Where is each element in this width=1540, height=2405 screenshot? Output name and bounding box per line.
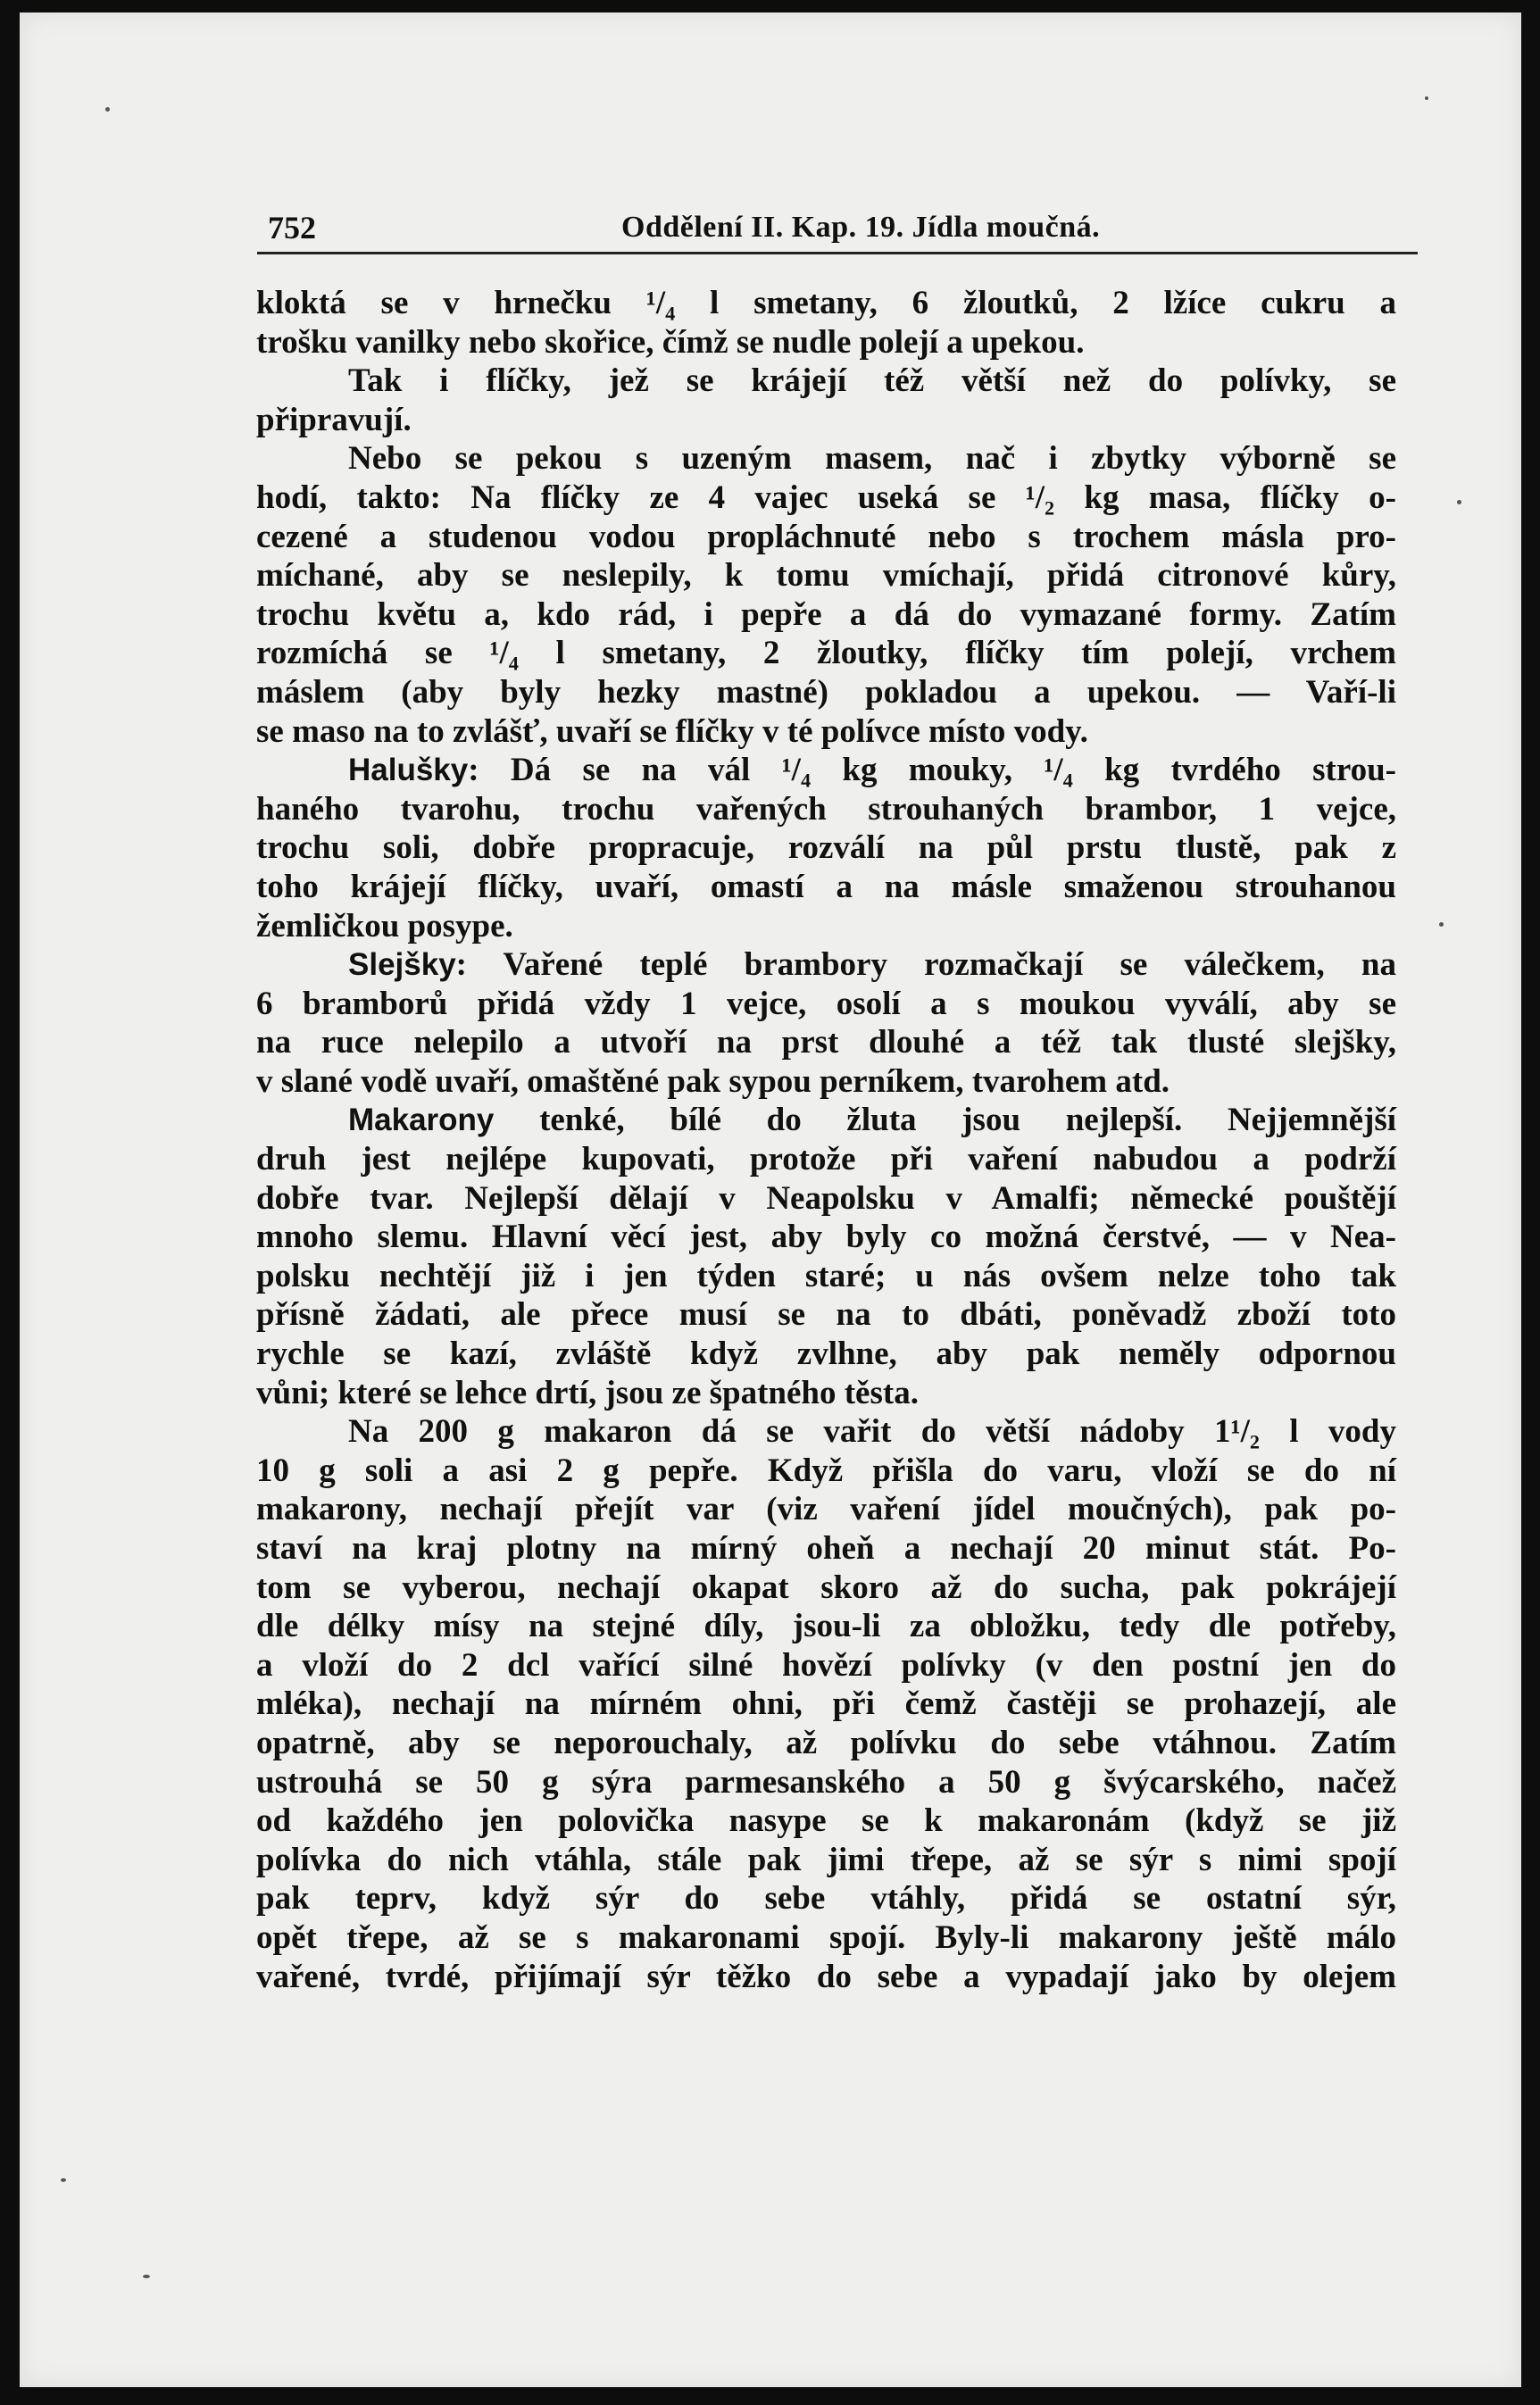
text-line: [256, 634, 1396, 673]
dust-speck: [1439, 922, 1444, 927]
text-line: [256, 401, 1396, 440]
page-header: [257, 205, 1418, 254]
line-text: od každého jen polovička nasype se k makaronám (když se již: [256, 1802, 1396, 1840]
line-text: tenké, bílé do žluta jsou nejlepší. Nejjemnější: [494, 1102, 1396, 1139]
text-line: [256, 1335, 1396, 1374]
line-text: přísně žádati, ale přece musí se na to dbáti, poněvadž zboží toto: [256, 1296, 1396, 1334]
text-line: [256, 479, 1396, 518]
line-text: žemličkou posype.: [256, 907, 513, 945]
dust-speck: [61, 2178, 66, 2182]
text-line: [256, 1023, 1396, 1062]
line-text: rychle se kazí, zvláště když zvlhne, aby pak neměly odpornou: [256, 1336, 1396, 1373]
line-text: druh jest nejlépe kupovati, protože při vaření nabudou a podrží: [256, 1141, 1396, 1178]
line-text: dle délky mísy na stejné díly, jsou-li za obložku, tedy dle potřeby,: [256, 1608, 1396, 1645]
running-head: Oddělení II. Kap. 19. Jídla moučná.: [621, 211, 1101, 244]
line-text: a vloží do 2 dcl vařící silné hovězí polívky (v den postní jen do: [256, 1646, 1396, 1684]
text-line: [256, 1879, 1396, 1918]
text-line: [256, 907, 1396, 946]
line-text: ustrouhá se 50 g sýra parmesanského a 50 g švýcarského, načež: [256, 1763, 1396, 1801]
line-text: připravují.: [256, 401, 412, 438]
text-line: [256, 1257, 1396, 1296]
text-line: [256, 284, 1396, 323]
text-line: [256, 1841, 1396, 1880]
text-line: [256, 1295, 1396, 1335]
text-line: [256, 1101, 1396, 1140]
line-text: vůni; které se lehce drtí, jsou ze špatného těsta.: [256, 1374, 919, 1411]
line-text: mléka), nechají na mírném ohni, při čemž častěji se prohazejí, ale: [256, 1685, 1396, 1723]
text-line: [256, 945, 1396, 985]
text-line: [256, 985, 1396, 1024]
text-line: [256, 518, 1396, 557]
dust-speck: [143, 2275, 150, 2278]
line-text: polsku nechtějí již i jen týden staré; u nás ovšem nelze toho tak: [256, 1257, 1396, 1294]
line-text: : Dá se na vál ¹/₄ kg mouky, ¹/₄ kg tvrdého strou-: [468, 752, 1396, 789]
line-text: trochu květu a, kdo rád, i pepře a dá do vymazané formy. Zatím: [256, 595, 1396, 633]
text-line: [256, 1218, 1396, 1257]
recipe-term: Makarony: [348, 1103, 495, 1138]
text-line: [256, 595, 1396, 635]
line-text: polívka do nich vtáhla, stále pak jimi třepe, až se sýr s nimi spojí: [256, 1841, 1396, 1878]
recipe-term: Slejšky: [348, 947, 456, 983]
text-line: [256, 362, 1396, 401]
line-text: makarony, nechají přejít var (viz vaření jídel moučných), pak po-: [256, 1491, 1396, 1528]
line-text: : Vařené teplé brambory rozmačkají se válečkem, na: [455, 946, 1396, 984]
text-line: [256, 1763, 1396, 1802]
text-line: [256, 790, 1396, 829]
text-line: [256, 1140, 1396, 1179]
text-line: [256, 556, 1396, 595]
line-text: pak teprv, když sýr do sebe vtáhly, přidá se ostatní sýr,: [256, 1880, 1396, 1918]
dust-speck: [1425, 96, 1428, 100]
line-text: 6 bramborů přidá vždy 1 vejce, osolí a s moukou vyválí, aby se: [256, 985, 1396, 1022]
line-text: cezené a studenou vodou propláchnuté nebo s trochem másla pro-: [256, 518, 1396, 555]
text-line: [256, 712, 1396, 752]
text-line: [256, 1452, 1396, 1491]
line-text: na ruce nelepilo a utvoří na prst dlouhé a též tak tlusté slejšky,: [256, 1024, 1396, 1061]
recipe-term: Halušky: [348, 753, 469, 788]
line-text: 10 g soli a asi 2 g pepře. Když přišla do varu, vloží se do ní: [256, 1452, 1396, 1489]
text-line: [256, 323, 1396, 362]
text-line: [256, 1179, 1396, 1219]
body-text: [256, 284, 1396, 1996]
line-text: hodí, takto: Na flíčky ze 4 vajec useká se ¹/₂ kg masa, flíčky o-: [256, 479, 1396, 516]
page-number: 752: [268, 210, 316, 245]
text-line: [256, 1374, 1396, 1413]
line-text: Na 200 g makaron dá se vařit do větší nádoby 1¹/₂ l vody: [348, 1413, 1396, 1451]
text-line: [256, 1724, 1396, 1763]
line-text: Nebo se pekou s uzeným masem, nač i zbytky výborně se: [348, 440, 1396, 478]
text-line: [256, 1918, 1396, 1958]
line-text: Tak i flíčky, jež se krájejí též větší než do polívky, se: [348, 362, 1396, 400]
line-text: vařené, tvrdé, přijímají sýr těžko do sebe a vypadají jako by olejem: [256, 1958, 1396, 1995]
line-text: haného tvarohu, trochu vařených strouhaných brambor, 1 vejce,: [256, 790, 1396, 828]
text-line: [256, 868, 1396, 907]
line-text: opatrně, aby se neporouchaly, až polívku do sebe vtáhnou. Zatím: [256, 1724, 1396, 1761]
line-text: rozmíchá se ¹/₄ l smetany, 2 žloutky, flíčky tím polejí, vrchem: [256, 635, 1396, 672]
text-line: [256, 751, 1396, 790]
line-text: se maso na to zvlášť, uvaří se flíčky v té polívce místo vody.: [256, 712, 1088, 750]
text-line: [256, 1412, 1396, 1452]
dust-speck: [105, 107, 110, 112]
line-text: opět třepe, až se s makaronami spojí. Byly-li makarony ještě málo: [256, 1918, 1396, 1956]
line-text: tom se vyberou, nechají okapat skoro až do sucha, pak pokrájejí: [256, 1569, 1396, 1606]
text-line: [256, 828, 1396, 868]
line-text: trochu soli, dobře propracuje, rozválí na půl prstu tlustě, pak z: [256, 829, 1396, 867]
line-text: toho krájejí flíčky, uvaří, omastí a na másle smaženou strouhanou: [256, 868, 1396, 905]
line-text: dobře tvar. Nejlepší dělají v Neapolsku v Amalfi; německé pouštějí: [256, 1179, 1396, 1217]
text-line: [256, 1569, 1396, 1608]
line-text: mnoho slemu. Hlavní věcí jest, aby byly co možná čerstvé, — v Nea-: [256, 1219, 1396, 1256]
text-line: [256, 673, 1396, 712]
line-text: kloktá se v hrnečku ¹/₄ l smetany, 6 žloutků, 2 lžíce cukru a: [256, 285, 1396, 321]
text-line: [256, 1958, 1396, 1997]
text-line: [256, 1685, 1396, 1724]
text-line: [256, 439, 1396, 479]
text-line: [256, 1490, 1396, 1529]
text-line: [256, 1529, 1396, 1569]
text-line: [256, 1802, 1396, 1841]
text-line: [256, 1646, 1396, 1685]
line-text: trošku vanilky nebo skořice, čímž se nudle polejí a upekou.: [256, 323, 1085, 361]
line-text: v slané vodě uvaří, omaštěné pak sypou perníkem, tvarohem atd.: [256, 1062, 1170, 1100]
dust-speck: [1457, 500, 1461, 504]
line-text: staví na kraj plotny na mírný oheň a nechají 20 minut stát. Po-: [256, 1530, 1396, 1567]
line-text: máslem (aby byly hezky mastné) pokladou a upekou. — Vaří-li: [256, 673, 1396, 711]
text-line: [256, 1062, 1396, 1102]
line-text: míchané, aby se neslepily, k tomu vmíchají, přidá citronové kůry,: [256, 557, 1396, 595]
text-line: [256, 1607, 1396, 1646]
